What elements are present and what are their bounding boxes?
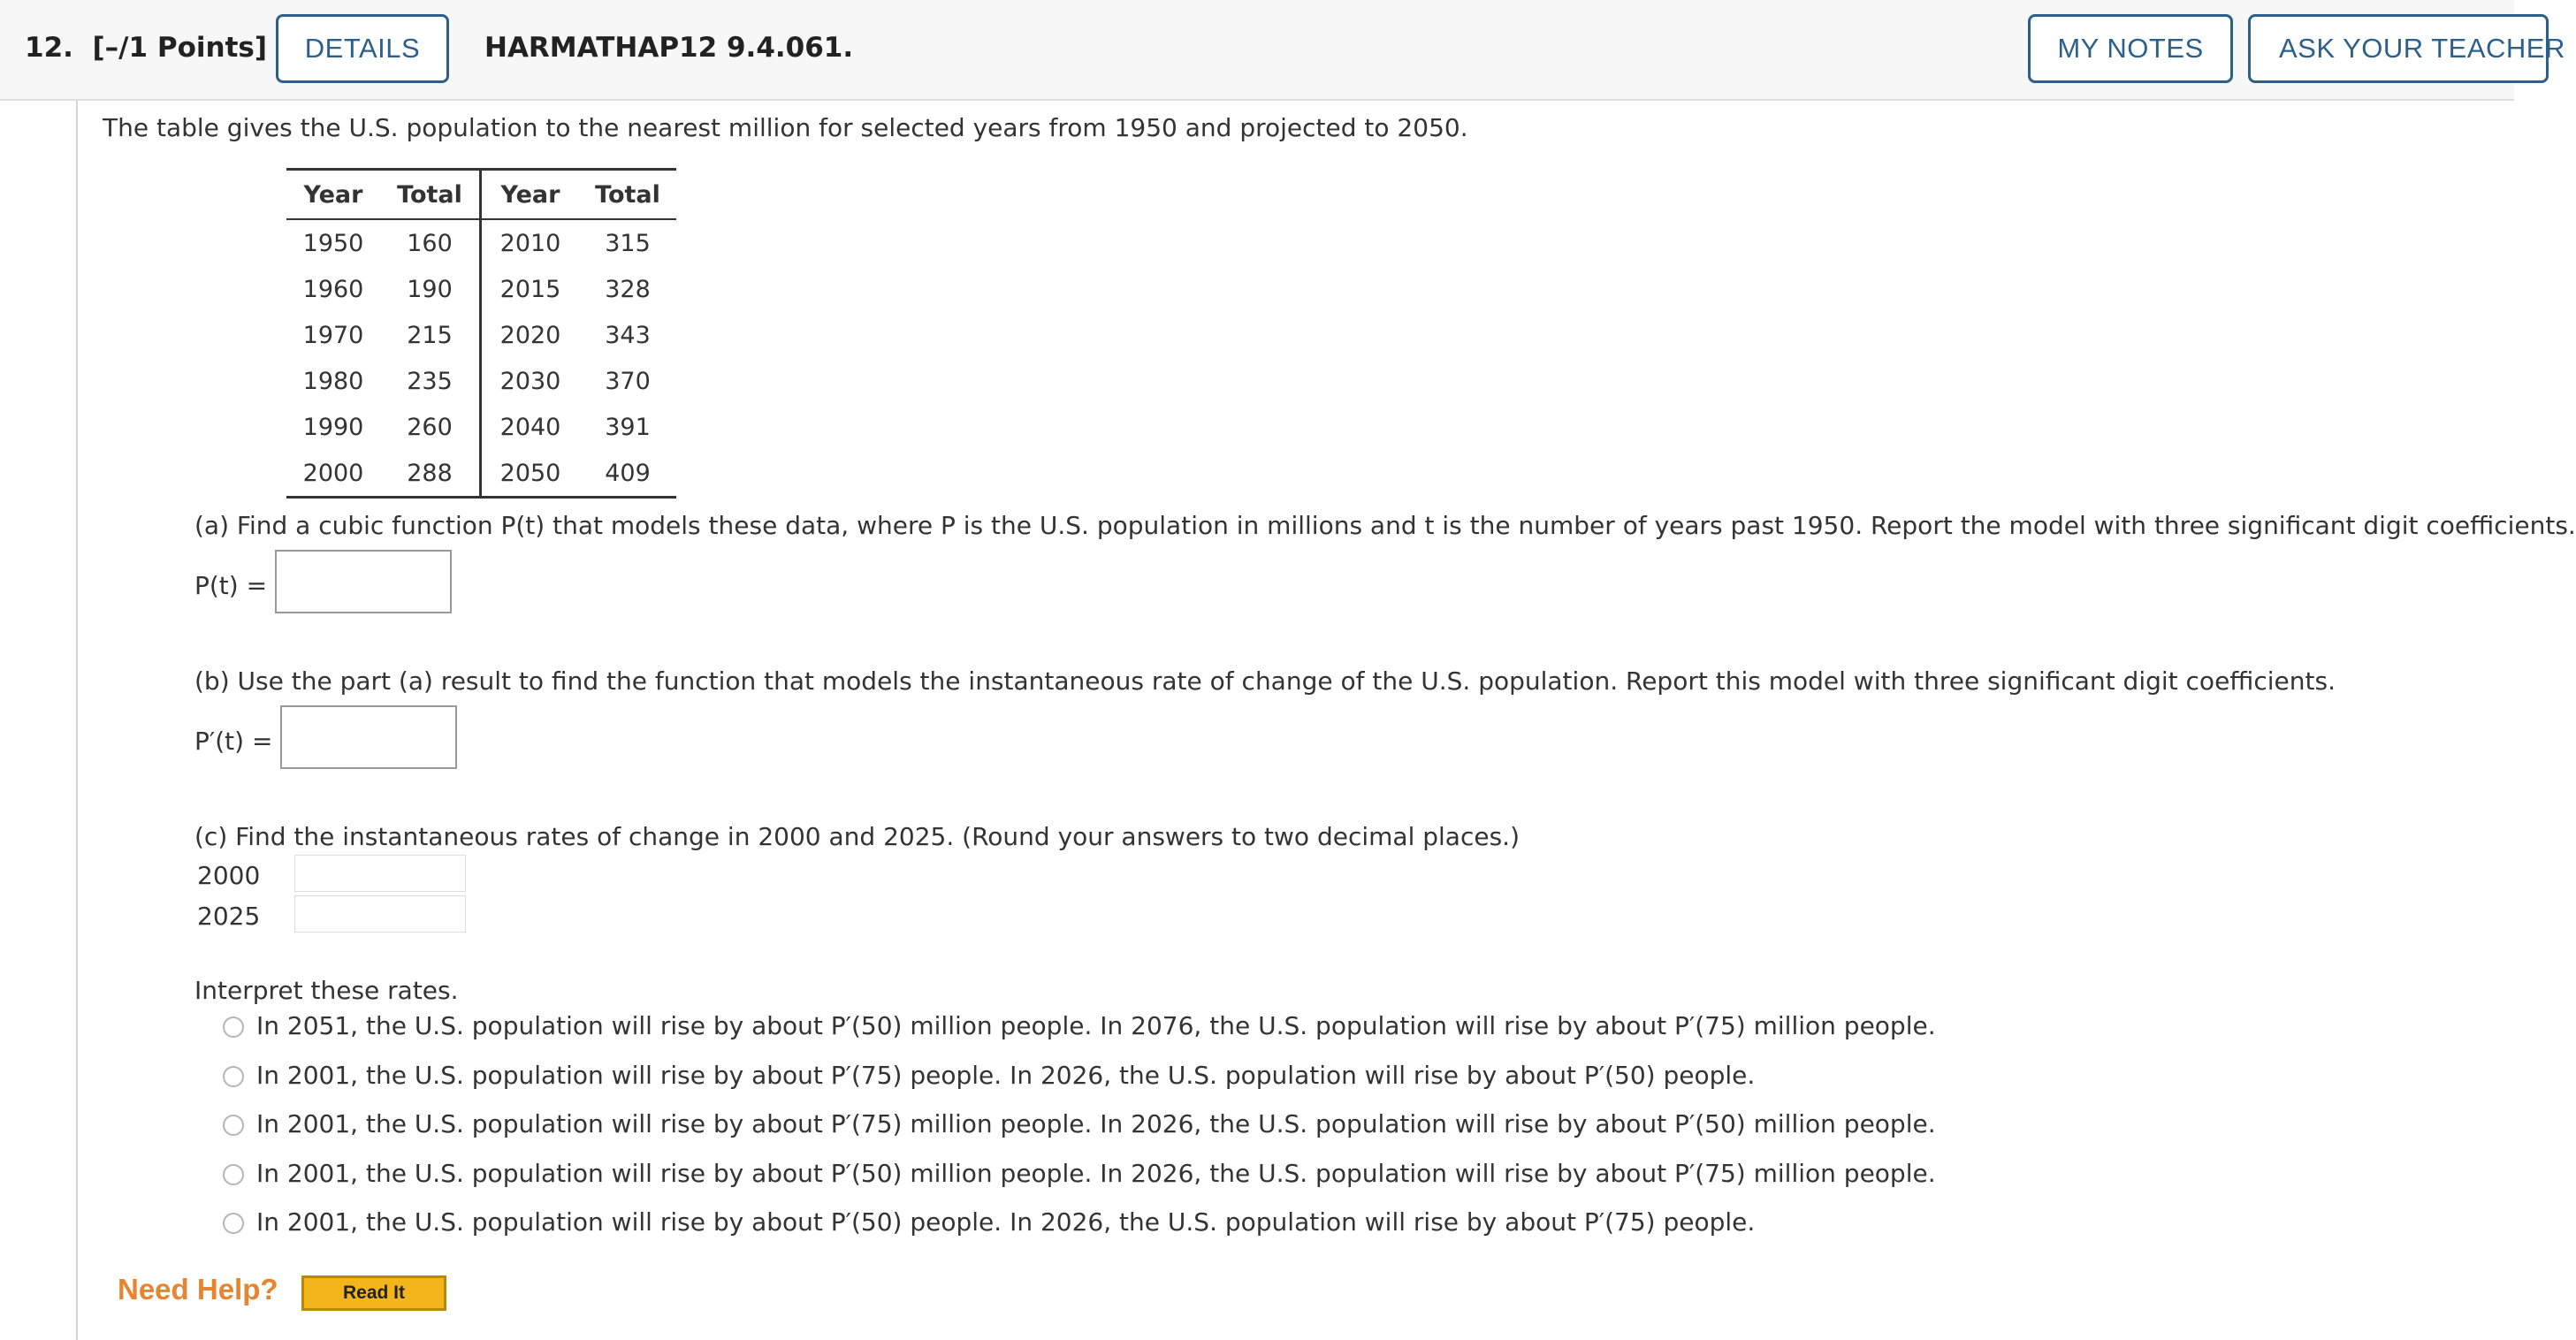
population-table: [286, 168, 676, 499]
interpret-option-3-label[interactable]: In 2001, the U.S. population will rise by about P′(75) million people. In 2026, the U.S. population will rise by about P′(50) million people.: [256, 1109, 1936, 1138]
table-row: [286, 312, 676, 358]
part-b-answer-input[interactable]: [280, 705, 457, 769]
ask-teacher-button[interactable]: ASK YOUR TEACHER: [2248, 14, 2549, 83]
header-year-1: Year: [286, 170, 380, 220]
part-a-question: (a) Find a cubic function P(t) that models these data, where P is the U.S. population in millions and t is the number of years past 1950. Report the model with three significant digit coefficients.: [194, 511, 2576, 540]
left-border: [76, 101, 78, 1340]
table-cell: 215: [407, 321, 453, 349]
table-cell: 409: [605, 459, 651, 487]
table-cell: 235: [407, 367, 453, 395]
question-number: 12.: [25, 32, 73, 64]
rate-2000-input[interactable]: [294, 855, 466, 892]
header-year-2: Year: [481, 170, 580, 220]
table-cell: 1980: [302, 367, 364, 395]
interpret-prompt: Interpret these rates.: [194, 976, 459, 1005]
read-it-button[interactable]: Read It: [301, 1275, 446, 1311]
interpret-option-4-label[interactable]: In 2001, the U.S. population will rise by about P′(50) million people. In 2026, the U.S. population will rise by about P′(75) million people.: [256, 1159, 1936, 1188]
table-cell: 2030: [481, 358, 580, 404]
part-a-answer-input[interactable]: [275, 550, 452, 613]
table-cell: 2010: [481, 219, 580, 266]
interpret-option-1-label[interactable]: In 2051, the U.S. population will rise by about P′(50) million people. In 2076, the U.S. population will rise by about P′(75) million people.: [256, 1011, 1936, 1040]
table-row: [286, 266, 676, 312]
need-help-label: Need Help?: [118, 1273, 278, 1306]
question-number-points: [25, 32, 267, 64]
part-b-label: P′(t) =: [194, 727, 273, 756]
interpret-option-4-radio[interactable]: [223, 1164, 244, 1185]
table-cell: 2000: [302, 459, 364, 487]
table-cell: 315: [605, 229, 651, 257]
interpret-option-2-label[interactable]: In 2001, the U.S. population will rise by about P′(75) people. In 2026, the U.S. population will rise by about P′(50) people.: [256, 1061, 1756, 1090]
interpret-option-3-radio[interactable]: [223, 1115, 244, 1136]
table-cell: 1960: [302, 275, 364, 303]
table-cell: 2050: [481, 450, 580, 498]
table-cell: 190: [407, 275, 453, 303]
table-cell: 160: [407, 229, 453, 257]
table-cell: 2040: [481, 404, 580, 450]
points-label: [–/1 Points]: [92, 32, 268, 64]
table-header-row: [286, 170, 676, 220]
header-total-2: Total: [579, 170, 676, 220]
table-cell: 260: [407, 413, 453, 441]
table-cell: 288: [407, 459, 453, 487]
table-cell: 1970: [302, 321, 364, 349]
table-row: [286, 450, 676, 498]
rate-2025-input[interactable]: [294, 895, 466, 933]
table-cell: 370: [605, 367, 651, 395]
table-row: [286, 219, 676, 266]
part-a-label: P(t) =: [194, 571, 268, 600]
table-cell: 391: [605, 413, 651, 441]
part-b-question: (b) Use the part (a) result to find the function that models the instantaneous rate of change of the U.S. population. Report this model with three significant digit coefficients.: [194, 666, 2336, 696]
my-notes-button[interactable]: MY NOTES: [2028, 14, 2233, 83]
interpret-option-1-radio[interactable]: [223, 1016, 244, 1038]
table-cell: 2015: [481, 266, 580, 312]
interpret-option-5-radio[interactable]: [223, 1213, 244, 1234]
problem-code: HARMATHAP12 9.4.061.: [484, 32, 854, 64]
table-cell: 328: [605, 275, 651, 303]
table-cell: 343: [605, 321, 651, 349]
table-cell: 2020: [481, 312, 580, 358]
part-c-question: (c) Find the instantaneous rates of change in 2000 and 2025. (Round your answers to two decimal places.): [194, 822, 1520, 851]
table-row: [286, 404, 676, 450]
table-cell: 1990: [302, 413, 364, 441]
part-c-year-2025-label: 2025: [197, 902, 261, 931]
table-cell: 1950: [302, 229, 364, 257]
details-button[interactable]: DETAILS: [276, 14, 449, 83]
header-total-1: Total: [380, 170, 481, 220]
question-header: [0, 0, 2565, 101]
intro-text: The table gives the U.S. population to the nearest million for selected years from 1950 and projected to 2050.: [103, 113, 1468, 142]
table-row: [286, 358, 676, 404]
interpret-option-2-radio[interactable]: [223, 1066, 244, 1087]
part-c-year-2000-label: 2000: [197, 861, 261, 890]
interpret-option-5-label[interactable]: In 2001, the U.S. population will rise by about P′(50) people. In 2026, the U.S. population will rise by about P′(75) people.: [256, 1207, 1756, 1237]
